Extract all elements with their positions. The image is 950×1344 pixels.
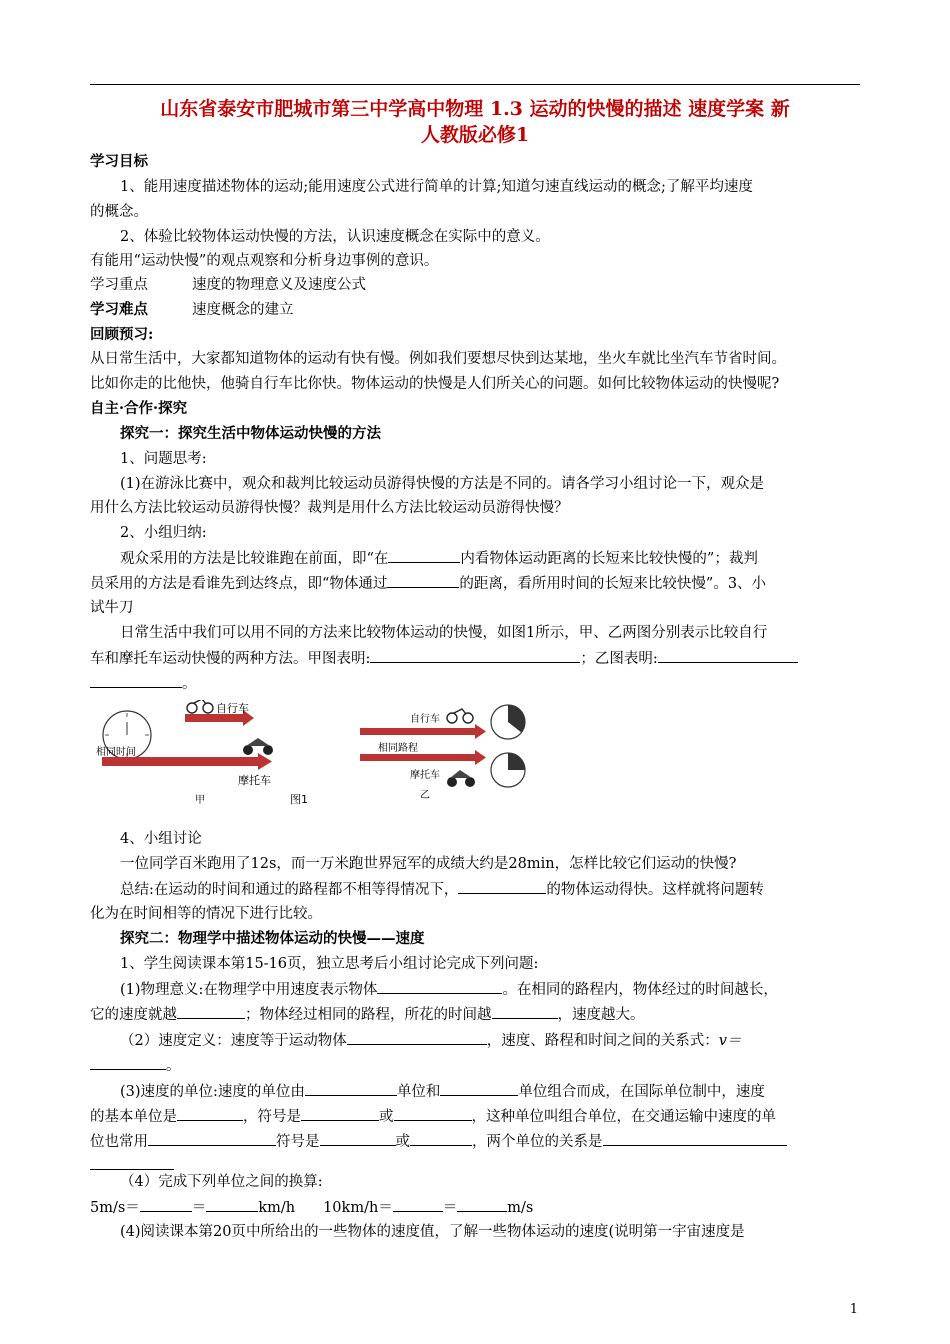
review-p1: 从日常生活中，大家都知道物体的运动有快有慢。例如我们要想尽快到达某地，坐火车就比坐汽车节省时间。 — [90, 351, 786, 367]
review-p2: 比如你走的比他快，他骑自行车比你快。物体运动的快慢是人们所关心的问题。如何比较物体运动的快慢呢? — [90, 376, 780, 392]
blank-summary[interactable] — [458, 880, 546, 894]
question-heading: 1、问题思考: — [120, 451, 207, 467]
unit-3c: 或 — [395, 1134, 410, 1150]
blank-yi[interactable] — [658, 649, 798, 663]
difficulty-label: 学习难点 — [90, 301, 148, 318]
discuss-p3: 化为在时间相等的情况下进行比较。 — [90, 906, 322, 922]
blank-relation-cont[interactable] — [90, 1156, 174, 1170]
conversion-line — [90, 1198, 533, 1217]
figure-1 — [90, 700, 530, 810]
goal-3: 有能用“运动快慢”的观点观察和分析身边事例的意识。 — [90, 253, 439, 269]
trial-1: 日常生活中我们可以用不同的方法来比较物体运动的快慢，如图1所示，甲、乙两图分别表示比较自行 — [120, 625, 768, 641]
meaning-1a: (1)物理意义:在物理学中用速度表示物体 — [120, 982, 378, 998]
group-1b: 内看物体运动距离的长短来比较快慢的”；裁判 — [460, 551, 758, 567]
blank-definition[interactable] — [347, 1031, 487, 1045]
read-p1: (4)阅读课本第20页中所给出的一些物体的速度值，了解一些物体运动的速度(说明第一宇宙速度是 — [120, 1224, 745, 1240]
blank-base-unit[interactable] — [177, 1107, 243, 1121]
definition-line-1 — [120, 1031, 741, 1050]
unit-line-1 — [120, 1082, 765, 1101]
definition-1b: ，速度、路程和时间之间的关系式： — [486, 1033, 719, 1049]
label-same-time: 相同时间 — [96, 747, 136, 758]
difficulty-text: 速度概念的建立 — [192, 302, 294, 318]
unit-2d: ，这种单位叫组合单位，在交通运输中速度的单 — [471, 1109, 776, 1125]
unit-3d: ，两个单位的关系是 — [472, 1134, 603, 1150]
blank-unit-time[interactable] — [440, 1082, 518, 1096]
trial-3: 。 — [182, 676, 197, 692]
label-yi: 乙 — [420, 790, 430, 801]
formula-v: v＝ — [718, 1033, 742, 1049]
blank-formula[interactable] — [90, 1056, 166, 1070]
top-rule — [90, 84, 860, 85]
keypoint-label: 学习重点 — [90, 277, 148, 293]
blank-symbol-1[interactable] — [301, 1107, 379, 1121]
definition-2: 。 — [166, 1058, 181, 1074]
unit-line-2 — [90, 1107, 776, 1126]
conversion-2: 10km/h＝ — [323, 1200, 393, 1216]
figure-caption: 图1 — [290, 793, 308, 806]
label-moto-yi: 摩托车 — [410, 770, 440, 781]
unit-3a: 位也常用 — [90, 1134, 148, 1150]
bike-icon-jia — [187, 700, 213, 713]
blank-traffic-symbol-2[interactable] — [410, 1132, 472, 1146]
conversion-kmh: km/h — [258, 1200, 296, 1216]
discuss-2a: 总结:在运动的时间和通过的路程都不相等得情况下， — [120, 882, 459, 898]
group-2a: 员采用的方法是看谁先到达终点，即“物体通过 — [90, 576, 388, 592]
blank-same-time[interactable] — [388, 549, 460, 563]
explore-two-heading: 探究二：物理学中描述物体运动的快慢——速度 — [120, 930, 425, 947]
label-bike-jia: 自行车 — [216, 702, 249, 715]
unit-2b: ，符号是 — [243, 1109, 301, 1125]
meaning-line-2 — [90, 1005, 645, 1024]
blank-conv-2[interactable] — [206, 1198, 258, 1212]
meaning-2c: ，速度越大。 — [557, 1007, 645, 1023]
definition-1a: （2）速度定义：速度等于运动物体 — [120, 1033, 347, 1049]
blank-unit-distance[interactable] — [305, 1082, 397, 1096]
conversion-ms: m/s — [507, 1200, 534, 1216]
goals-heading: 学习目标 — [90, 153, 148, 170]
trial-line-3 — [90, 674, 197, 693]
blank-same-distance[interactable] — [387, 574, 459, 588]
label-moto-jia: 摩托车 — [238, 774, 271, 787]
label-jia: 甲 — [195, 795, 205, 806]
explore-two-intro: 1、学生阅读课本第15-16页，独立思考后小组讨论完成下列问题: — [120, 956, 539, 972]
conversion-eq-2: ＝ — [442, 1200, 458, 1216]
clock-icon-moto — [491, 753, 525, 787]
group-2b: 的距离，看所用时间的长短来比较快慢”。3、小 — [459, 576, 767, 592]
blank-time-shorter[interactable] — [492, 1005, 558, 1019]
keypoint-text: 速度的物理意义及速度公式 — [192, 277, 366, 293]
trial-line-2 — [90, 649, 798, 668]
blank-jia[interactable] — [370, 649, 580, 663]
blank-traffic-symbol-1[interactable] — [320, 1132, 396, 1146]
discuss-line-2 — [120, 880, 764, 899]
meaning-1b: 。在相同的路程内，物体经过的时间越长， — [502, 982, 778, 998]
doc-title-line1: 山东省泰安市肥城市第三中学高中物理 1.3 运动的快慢的描述 速度学案 新 — [160, 98, 790, 120]
label-bike-yi: 自行车 — [410, 714, 440, 725]
motorcycle-icon-jia — [243, 738, 273, 755]
group-line-1 — [120, 549, 758, 568]
discuss-2b: 的物体运动得快。这样就将问题转 — [546, 882, 764, 898]
arrow-bike-yi — [360, 724, 486, 739]
unit-line-3 — [90, 1132, 787, 1151]
explore-one-heading: 探究一：探究生活中物体运动快慢的方法 — [120, 425, 381, 442]
unit-2a: 的基本单位是 — [90, 1109, 177, 1125]
blank-conv-1[interactable] — [140, 1198, 192, 1212]
definition-line-2 — [90, 1056, 181, 1075]
explore-heading: 自主·合作·探究 — [90, 400, 188, 417]
page-number: 1 — [849, 1302, 858, 1317]
motorcycle-icon-yi — [447, 770, 475, 787]
meaning-2b: ；物体经过相同的路程，所花的时间越 — [245, 1007, 492, 1023]
review-heading: 回顾预习: — [90, 326, 154, 343]
question-1a: (1)在游泳比赛中，观众和裁判比较运动员游得快慢的方法是不同的。请各学习小组讨论一下，观众是 — [120, 476, 765, 492]
group-3: 试牛刀 — [90, 600, 134, 616]
discuss-p1: 一位同学百米跑用了12s，而一万米跑世界冠军的成绩大约是28min，怎样比较它们运动的快慢? — [120, 856, 737, 872]
blank-conv-4[interactable] — [457, 1198, 507, 1212]
group-heading: 2、小组归纳: — [120, 525, 207, 541]
group-1a: 观众采用的方法是比较谁跑在前面，即“在 — [120, 551, 389, 567]
discuss-heading: 4、小组讨论 — [120, 831, 202, 847]
label-same-dist: 相同路程 — [378, 743, 418, 754]
doc-title-line2: 人教版必修1 — [420, 124, 530, 146]
blank-yi-cont[interactable] — [90, 674, 182, 688]
bike-icon-yi — [447, 709, 473, 723]
goal-1a: 1、能用速度描述物体的运动;能用速度公式进行简单的计算;知道匀速直线运动的概念;了解平均速度 — [120, 179, 753, 195]
blank-conv-3[interactable] — [393, 1198, 443, 1212]
goal-1b: 的概念。 — [90, 204, 148, 220]
conversion-1: 5m/s＝ — [90, 1200, 140, 1216]
blank-meaning[interactable] — [377, 980, 502, 994]
conversion-eq-1: ＝ — [191, 1200, 207, 1216]
question-1b: 用什么方法比较运动员游得快慢？裁判是用什么方法比较运动员游得快慢？ — [90, 500, 569, 516]
unit-1c: 单位组合而成，在国际单位制中，速度 — [518, 1084, 765, 1100]
blank-speed-slower[interactable] — [177, 1005, 245, 1019]
unit-3b: 符号是 — [276, 1134, 320, 1150]
blank-relation[interactable] — [603, 1132, 787, 1146]
trial-2a: 车和摩托车运动快慢的两种方法。甲图表明: — [90, 651, 371, 667]
blank-traffic-unit[interactable] — [148, 1132, 276, 1146]
goal-2: 2、体验比较物体运动快慢的方法，认识速度概念在实际中的意义。 — [120, 229, 550, 245]
unit-1b: 单位和 — [396, 1084, 441, 1100]
clock-icon-bike — [491, 705, 525, 739]
meaning-2a: 它的速度就越 — [90, 1007, 177, 1023]
group-line-2 — [90, 574, 766, 593]
unit-1a: (3)速度的单位:速度的单位由 — [120, 1084, 305, 1100]
unit-2c: 或 — [379, 1109, 394, 1125]
blank-symbol-2[interactable] — [394, 1107, 472, 1121]
trial-2b: ；乙图表明: — [580, 651, 658, 667]
conversion-heading: （4）完成下列单位之间的换算: — [120, 1174, 323, 1190]
meaning-line-1 — [120, 980, 778, 999]
